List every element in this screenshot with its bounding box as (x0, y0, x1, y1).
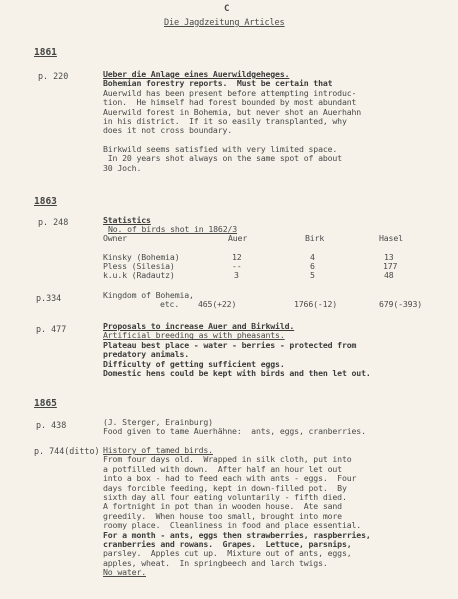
table-cell-hasel: 13 (384, 252, 394, 262)
statistics-heading: Statistics (103, 215, 151, 225)
table-cell-owner: k.u.k (Radautz) (103, 270, 175, 280)
year-heading-1861: 1861 (34, 47, 57, 58)
text-line: Artificial breeding as with pheasants. (103, 330, 285, 341)
statistics-subheading: No. of birds shot in 1862/3 (108, 224, 238, 234)
table-cell-hasel: 48 (384, 270, 394, 280)
text-line: days forcible feeding, kept in down-filled pot. By (103, 482, 347, 493)
text-line: From four days old. Wrapped in silk cloth, put into (103, 454, 352, 465)
text-line: For a month - ants, eggs then strawberries, raspberries, (103, 529, 371, 540)
text-line: predatory animals. (103, 349, 190, 360)
table-cell-birk: 4 (310, 252, 315, 262)
tamed-birds-title: History of tamed birds. (103, 445, 213, 455)
kingdom-birk-value: 1766(-12) (294, 299, 338, 309)
page-marker: C (224, 4, 230, 14)
text-line: a potfilled with down. After half an hour let out (103, 463, 342, 474)
text-line: Auerwild forest in Bohemia, but never shot an Auerhahn (103, 106, 362, 117)
text-line: Domestic hens could be kept with birds and then let out. (103, 368, 371, 379)
text-line: parsley. Apples cut up. Mixture out of ants, eggs, (103, 548, 352, 559)
table-cell-auer: 12 (232, 252, 242, 262)
text-line: Birkwild seems satisfied with very limited space. (103, 144, 338, 154)
table-cell-auer: -- (232, 261, 242, 271)
text-line: greedily. When house too small, brought into more (103, 510, 342, 521)
year-heading-1865: 1865 (34, 398, 57, 409)
text-line: Difficulty of getting sufficient eggs. (103, 358, 285, 369)
table-cell-birk: 5 (310, 270, 315, 280)
text-line: Bohemian forestry reports. Must be certain that (103, 78, 333, 89)
page-ref-477: p. 477 (36, 324, 67, 334)
table-cell-auer: 3 (234, 270, 239, 280)
table-header-auer: Auer (228, 233, 248, 243)
text-line: into a box - had to feed each with ants - eggs. Four (103, 473, 357, 484)
text-line: roomy place. Cleanliness in food and place essential. (103, 520, 362, 531)
proposals-body (103, 322, 371, 378)
sterger-reference: (J. Sterger, Erainburg) (103, 417, 213, 427)
page-ref-220: p. 220 (38, 71, 69, 81)
text-line: Auerwild has been present before attempting introduc- (103, 87, 357, 98)
table-header-birk: Birk (305, 233, 325, 243)
tamed-birds-body (103, 446, 371, 578)
page-ref-334: p.334 (36, 293, 62, 303)
table-header-owner: Owner (103, 233, 127, 243)
table-cell-owner: Kinsky (Bohemia) (103, 252, 180, 262)
proposals-title: Proposals to increase Auer and Birkwild. (103, 321, 295, 331)
table-cell-owner: Pless (Silesia) (103, 261, 175, 271)
text-line: cranberries and rowans. Grapes. Lettuce, parsnips, (103, 539, 352, 550)
entry-1861-title: Ueber die Anlage eines Auerwildgeheges. (103, 69, 290, 79)
text-line: in his district. If it so easily transplanted, why (103, 116, 347, 127)
text-line: does it not cross boundary. (103, 125, 233, 136)
kingdom-label-etc: etc. (160, 299, 180, 309)
entry-1861-body (103, 70, 361, 136)
page-ref-438: p. 438 (36, 420, 67, 430)
year-heading-1863: 1863 (34, 196, 57, 207)
page-title: Die Jagdzeitung Articles (164, 18, 285, 28)
text-line: In 20 years shot always on the same spot of about (103, 153, 342, 164)
food-given-line: Food given to tame Auerhähne: ants, eggs, cranberries. (103, 426, 366, 436)
kingdom-label: Kingdom of Bohemia, (103, 290, 194, 300)
page-ref-248: p. 248 (38, 217, 69, 227)
entry-1861-para2 (103, 145, 342, 173)
page-ref-744: p. 744(ditto) (34, 446, 100, 456)
text-line: tion. He himself had forest bounded by most abundant (103, 97, 357, 108)
table-cell-hasel: 177 (383, 261, 398, 271)
text-line: A fortnight in pot than in wooden house. Ate sand (103, 501, 342, 512)
kingdom-auer-value: 465(+22) (198, 299, 237, 309)
table-cell-birk: 6 (310, 261, 315, 271)
text-line: Plateau best place - water - berries - protected from (103, 339, 357, 350)
text-line: 30 Joch. (103, 162, 142, 173)
kingdom-hasel-value: 679(-393) (379, 299, 423, 309)
text-line: sixth day all four eating voluntarily - fifth died. (103, 492, 347, 503)
table-header-hasel: Hasel (379, 233, 403, 243)
text-line: No water. (103, 567, 147, 578)
text-line: apples, wheat. In springbeech and larch twigs. (103, 557, 328, 568)
